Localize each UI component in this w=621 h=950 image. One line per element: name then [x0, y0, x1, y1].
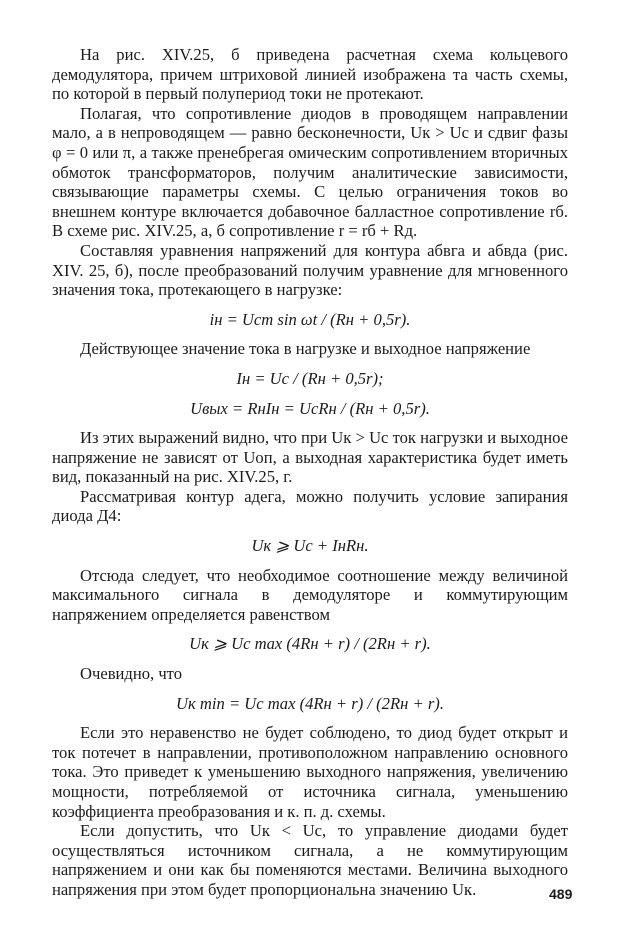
paragraph-5: Из этих выражений видно, что при Uк > Uc ток нагрузки и выходное напряжение не зависят от Uоп, а выходная характеристика будет иметь вид, показанный на рис. XIV.25, г.: [52, 428, 568, 487]
paragraph-6: Рассматривая контур адега, можно получить условие запирания диода Д4:: [52, 486, 568, 526]
paragraph-3: Составляя уравнения напряжений для контура абвга и абвда (рис. XIV. 25, б), после преобразований получим уравнение для мгновенного значения тока, протекающего в нагрузке:: [52, 240, 568, 300]
paragraph-4: Действующее значение тока в нагрузке и выходное напряжение: [80, 339, 531, 359]
paragraph-10: Если допустить, что Uк < Uc, то управление диодами будет осуществляться источником сигнала, а не коммутирующим напряжением и они как бы поменяются местами. Величина выходного напряжения при этом будет пропорциональна значению Uк.: [52, 821, 568, 899]
paragraph-7: Отсюда следует, что необходимое соотношение между величиной максимального сигнала в демодуляторе и коммутирующим напряжением определяется равенством: [52, 565, 568, 624]
paragraph-9: Если это неравенство не будет соблюдено, то диод будет открыт и ток потечет в направлении, противоположном направлению основного тока. Это приведет к уменьшению выходного напряжения, увеличению мощности, потребляемой от источника сигнала, уменьшению коэффициента преобразования и к. п. д. схемы.: [52, 723, 568, 821]
equation-5: Uк ⩾ Uc max (4Rн + r) / (2Rн + r).: [189, 634, 431, 654]
paragraph-1: На рис. XIV.25, б приведена расчетная схема кольцевого демодулятора, причем штриховой линией изображена та часть схемы, по которой в первый полупериод токи не протекают.: [52, 45, 568, 104]
equation-6: Uк min = Uc max (4Rн + r) / (2Rн + r).: [176, 693, 444, 713]
equation-2: Iн = Uc / (Rн + 0,5r);: [236, 368, 384, 388]
page-body: [52, 45, 568, 900]
equation-3: Uвых = RнIн = UcRн / (Rн + 0,5r).: [190, 398, 430, 418]
paragraph-2: Полагая, что сопротивление диодов в проводящем направлении мало, а в непроводящем — равно бесконечности, Uк > Uc и сдвиг фазы φ = 0 или π, а также пренебрегая омическим сопротивлением вторичных обмоток трансформаторов, получим аналитические зависимости, связывающие параметры схемы. С целью ограничения токов во внешнем контуре включается добавочное балластное сопротивление rб. В схеме рис. XIV.25, а, б сопротивление r = rб + Rд.: [52, 103, 568, 241]
page-number: 489: [549, 886, 573, 902]
paragraph-8: Очевидно, что: [80, 664, 183, 684]
equation-4: Uк ⩾ Uc + IнRн.: [251, 536, 369, 556]
equation-1: iн = Ucm sin ωt / (Rн + 0,5r).: [209, 309, 411, 329]
